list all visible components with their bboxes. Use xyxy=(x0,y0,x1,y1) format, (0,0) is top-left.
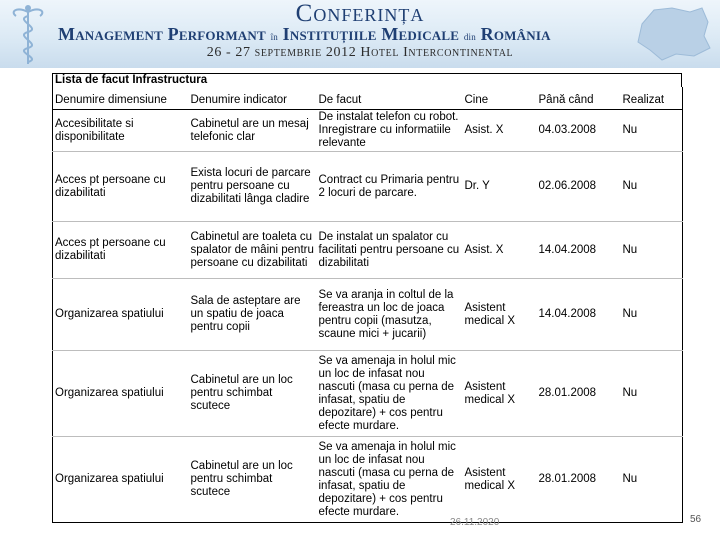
table-cell: Sala de asteptare are un spatiu de joaca pentru copii xyxy=(189,279,317,351)
table-cell: Se va aranja in coltul de la fereastra un loc de joaca pentru copii (masutza, scaune mici + jucarii) xyxy=(317,279,463,351)
conference-date-venue: 26 - 27 septembrie 2012 Hotel Intercontinental xyxy=(206,45,514,60)
table-cell: Asist. X xyxy=(463,222,537,279)
table-cell: 28.01.2008 xyxy=(537,437,621,523)
table-cell: Exista locuri de parcare pentru persoane cu dizabilitati lânga cladire xyxy=(189,152,317,222)
table-cell: De instalat un spalator cu facilitati pentru persoane cu dizabilitati xyxy=(317,222,463,279)
conference-subtitle: Management Performant în Instituțiile Medicale din România xyxy=(58,24,551,44)
table-cell: Dr. Y xyxy=(463,152,537,222)
table-cell: Cabinetul are un loc pentru schimbat scutece xyxy=(189,351,317,437)
table-row xyxy=(53,279,683,351)
column-header: Cine xyxy=(464,94,489,106)
table-cell: Acces pt persoane cu dizabilitati xyxy=(53,152,189,222)
table-cell: Accesibilitate si disponibilitate xyxy=(53,110,189,152)
table-row xyxy=(53,222,683,279)
table-header-row xyxy=(53,87,683,110)
column-header: Denumire dimensiune xyxy=(55,94,167,106)
infrastructure-todo-list xyxy=(52,73,682,523)
table-cell: Cabinetul are un mesaj telefonic clar xyxy=(189,110,317,152)
table-cell: Organizarea spatiului xyxy=(53,437,189,523)
column-header: Până când xyxy=(538,94,594,106)
table-cell: 14.04.2008 xyxy=(537,222,621,279)
table-cell: Nu xyxy=(621,279,683,351)
conference-banner xyxy=(0,0,720,68)
table-cell: Asistent medical X xyxy=(463,351,537,437)
table-cell: Contract cu Primaria pentru 2 locuri de parcare. xyxy=(317,152,463,222)
table-cell: De instalat telefon cu robot. Inregistrare cu informatiile relevante xyxy=(317,110,463,152)
conference-title: Conferința xyxy=(295,0,425,27)
table-cell: Asistent medical X xyxy=(463,437,537,523)
table-cell: Cabinetul are un loc pentru schimbat scutece xyxy=(189,437,317,523)
table-row xyxy=(53,351,683,437)
table-cell: Organizarea spatiului xyxy=(53,351,189,437)
column-header: De facut xyxy=(318,94,362,106)
table-cell: 28.01.2008 xyxy=(537,351,621,437)
table-cell: Acces pt persoane cu dizabilitati xyxy=(53,222,189,279)
table-cell: Asistent medical X xyxy=(463,279,537,351)
table-row xyxy=(53,437,683,523)
table-cell: Organizarea spatiului xyxy=(53,279,189,351)
table-cell: Nu xyxy=(621,152,683,222)
table-caption: Lista de facut Infrastructura xyxy=(52,73,682,87)
table-cell: Nu xyxy=(621,110,683,152)
table-cell: Cabinetul are toaleta cu spalator de mâini pentru persoane cu dizabilitati xyxy=(189,222,317,279)
footer-date: 26.11.2020 xyxy=(450,517,500,528)
table-cell: Nu xyxy=(621,351,683,437)
table-cell: Nu xyxy=(621,437,683,523)
column-header: Realizat xyxy=(622,94,665,106)
table-cell: 04.03.2008 xyxy=(537,110,621,152)
table-cell: 02.06.2008 xyxy=(537,152,621,222)
table-row xyxy=(53,110,683,152)
todo-table xyxy=(52,87,683,523)
table-cell: Se va amenaja in holul mic un loc de infasat nou nascuti (masa cu perna de infasat, spatiu de depozitare) + cos pentru efecte murdare. xyxy=(317,351,463,437)
table-cell: Se va amenaja in holul mic un loc de infasat nou nascuti (masa cu perna de infasat, spatiu de depozitare) + cos pentru efecte murdare. xyxy=(317,437,463,523)
table-cell: 14.04.2008 xyxy=(537,279,621,351)
column-header: Denumire indicator xyxy=(190,94,288,106)
table-cell: Asist. X xyxy=(463,110,537,152)
table-row xyxy=(53,152,683,222)
table-cell: Nu xyxy=(621,222,683,279)
page-number: 56 xyxy=(690,514,702,525)
